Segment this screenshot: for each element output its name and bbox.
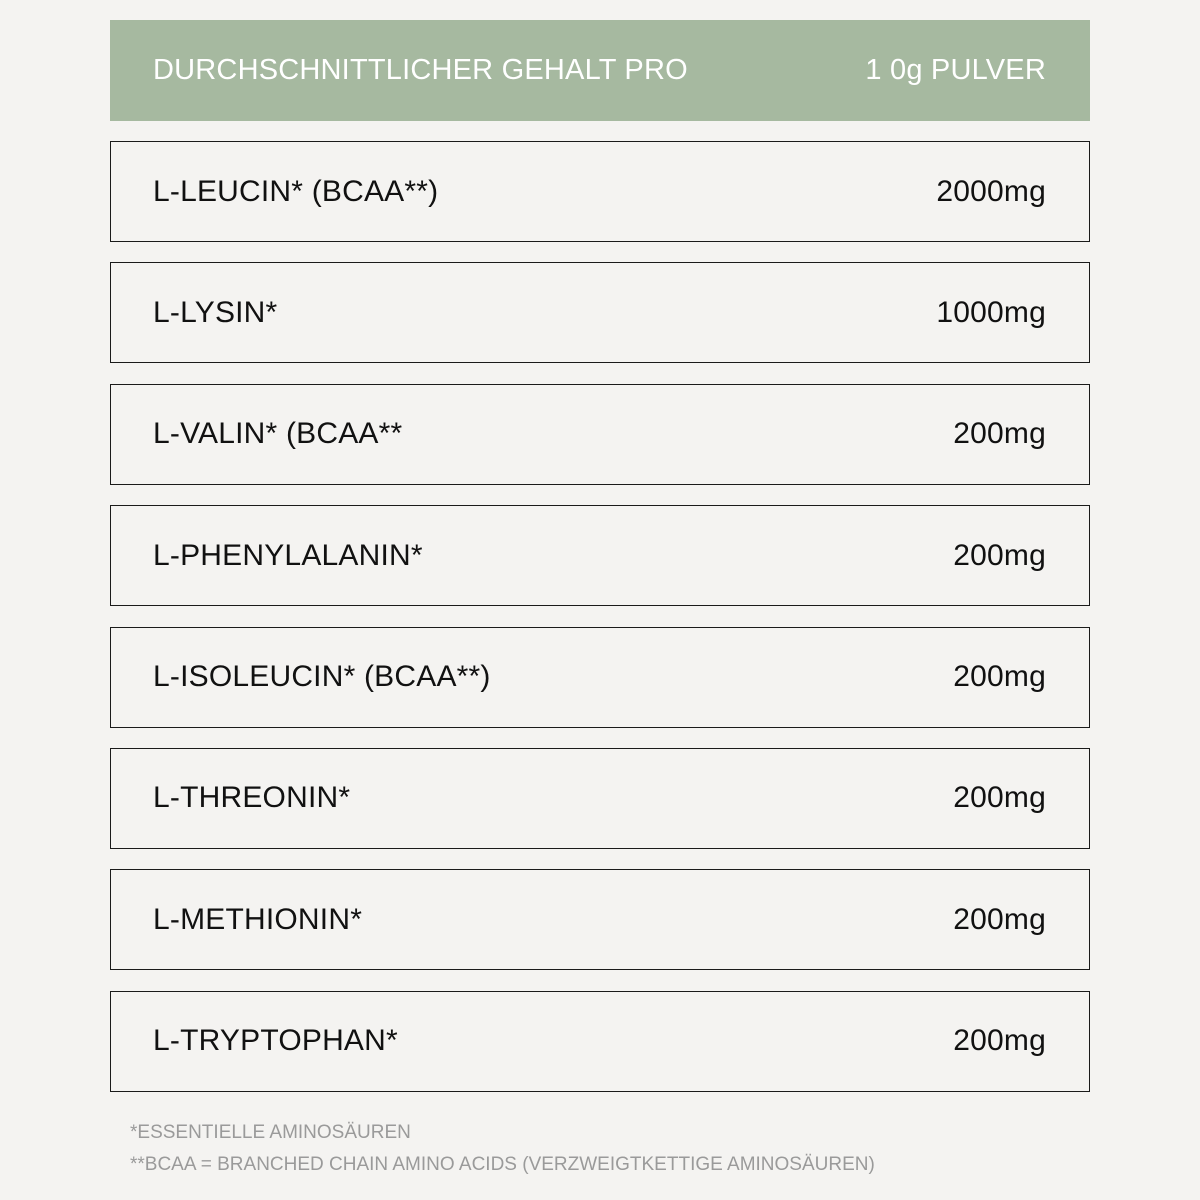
- table-row: [110, 748, 1090, 849]
- nutrient-value: 200mg: [953, 417, 1046, 451]
- nutrient-table: [110, 141, 1090, 1112]
- nutrient-name: L-PHENYLALANIN*: [153, 538, 423, 572]
- nutrient-name: L-LEUCIN* (BCAA**): [153, 174, 439, 208]
- nutrient-value: 200mg: [953, 781, 1046, 815]
- nutrient-value: 200mg: [953, 902, 1046, 936]
- nutrient-name: L-TRYPTOPHAN*: [153, 1024, 398, 1058]
- table-row: [110, 627, 1090, 728]
- nutrient-name: L-METHIONIN*: [153, 902, 363, 936]
- table-row: [110, 384, 1090, 485]
- nutrient-name: L-VALIN* (BCAA**: [153, 417, 403, 451]
- footnote-essential: *ESSENTIELLE AMINOSÄUREN: [130, 1122, 411, 1143]
- table-row: [110, 141, 1090, 242]
- nutrient-value: 200mg: [953, 1024, 1046, 1058]
- nutrient-value: 2000mg: [936, 174, 1046, 208]
- nutrient-name: L-THREONIN*: [153, 781, 351, 815]
- nutrient-value: 1000mg: [936, 295, 1046, 329]
- footnote-bcaa: **BCAA = BRANCHED CHAIN AMINO ACIDS (VERZWEIGTKETTIGE AMINOSÄUREN): [130, 1154, 875, 1175]
- table-row: [110, 869, 1090, 970]
- nutrient-value: 200mg: [953, 538, 1046, 572]
- nutrient-value: 200mg: [953, 660, 1046, 694]
- table-row: [110, 991, 1090, 1092]
- table-row: [110, 505, 1090, 606]
- table-header: [110, 20, 1090, 121]
- nutrient-name: L-ISOLEUCIN* (BCAA**): [153, 660, 491, 694]
- table-row: [110, 262, 1090, 363]
- header-amount: 1 0g PULVER: [865, 54, 1046, 86]
- nutrient-name: L-LYSIN*: [153, 295, 278, 329]
- footnotes: [130, 1117, 875, 1181]
- header-label: DURCHSCHNITTLICHER GEHALT PRO: [153, 54, 688, 86]
